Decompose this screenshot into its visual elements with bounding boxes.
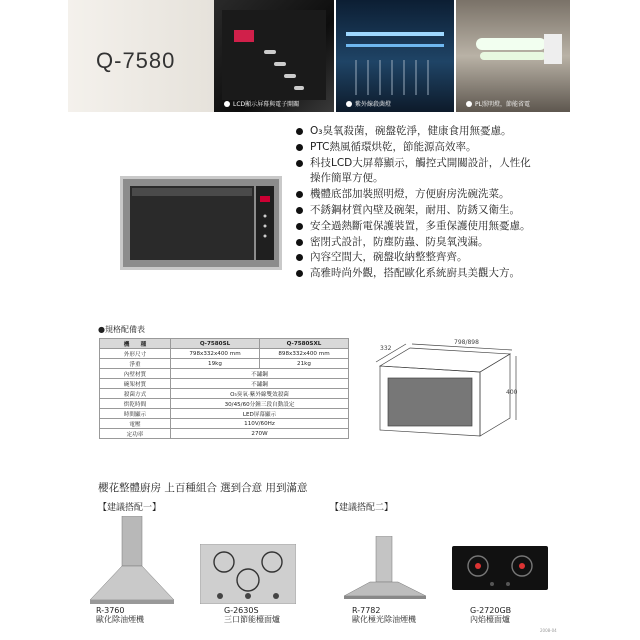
table-row: 殺菌方式 O₃臭氧‧紫外線雙效殺菌 bbox=[100, 389, 349, 399]
feature-item: O₃臭氧殺菌，碗盤乾淨，健康食用無憂慮。 bbox=[296, 124, 596, 140]
product-item: R-7782 歐化極光除油煙機 bbox=[352, 606, 416, 624]
spec-table bbox=[99, 338, 349, 439]
bullet-icon bbox=[224, 101, 230, 107]
product-item: G-2720GB 內焰檯面爐 bbox=[470, 606, 512, 624]
table-row: 碗架材質 不鏽鋼 bbox=[100, 379, 349, 389]
table-row: 淨重 19kg 21kg bbox=[100, 359, 349, 369]
photo-pl-lamp bbox=[456, 0, 570, 112]
bullet-icon bbox=[296, 223, 303, 230]
bullet-icon bbox=[296, 128, 303, 135]
table-row: 機 種 Q-7580SL Q-7580SXL bbox=[100, 339, 349, 349]
feature-item: 安全過熱斷電保護裝置，多重保護使用無憂慮。 bbox=[296, 219, 596, 235]
photo-caption: PL照明燈，節能省電 bbox=[475, 101, 530, 108]
bullet-icon bbox=[296, 270, 303, 277]
bullet-icon bbox=[296, 191, 303, 198]
table-row: 定功率 270W bbox=[100, 429, 349, 439]
bullet-icon bbox=[466, 101, 472, 107]
table-row: 時間顯示 LED屏幕顯示 bbox=[100, 409, 349, 419]
photo-lcd-panel bbox=[214, 0, 334, 112]
product-image bbox=[120, 176, 282, 270]
gas-hob-image bbox=[200, 544, 296, 604]
feature-item: 科技LCD大屏幕顯示，觸控式開關設計，人性化 操作簡單方便。 bbox=[296, 156, 596, 188]
bullet-icon bbox=[296, 207, 303, 214]
spec-title: ●規格配備表 bbox=[98, 325, 145, 334]
dimension-diagram bbox=[370, 336, 520, 454]
table-row: 內壁材質 不鏽鋼 bbox=[100, 369, 349, 379]
photo-caption: 紫外線殺菌燈 bbox=[355, 101, 392, 108]
product-item: R-3760 歐化除油煙機 bbox=[96, 606, 144, 624]
uv-lamp-illustration bbox=[336, 0, 454, 112]
model-title: Q-7580 bbox=[96, 48, 176, 73]
range-hood-image bbox=[84, 516, 180, 608]
table-row: 外形尺寸 798x332x400 mm 898x332x400 mm bbox=[100, 349, 349, 359]
photo-uv-lamp bbox=[336, 0, 454, 112]
photo-caption: LCD顯示屏幕與電子開關 bbox=[233, 101, 300, 108]
feature-item: 不銹鋼材質內壁及碗架，耐用、防銹又衛生。 bbox=[296, 203, 596, 219]
lcd-panel-illustration bbox=[214, 0, 334, 112]
feature-item: 密閉式設計，防塵防蟲、防臭氧洩漏。 bbox=[296, 235, 596, 251]
feature-item: 高雅時尚外觀，搭配歐化系統廚具美觀大方。 bbox=[296, 266, 596, 282]
t-hood-image bbox=[340, 536, 430, 606]
table-row: 電壓 110V/60Hz bbox=[100, 419, 349, 429]
suggest-heading-2: 【建議搭配二】 bbox=[330, 503, 394, 513]
bullet-icon bbox=[296, 160, 303, 167]
depth-label: 332 bbox=[380, 345, 392, 352]
pl-lamp-illustration bbox=[456, 0, 570, 112]
bullet-icon bbox=[346, 101, 352, 107]
footer-code: 2008-04 bbox=[540, 628, 557, 633]
product-item: G-2630S 三口節能檯面爐 bbox=[224, 606, 280, 624]
height-label: 400 bbox=[506, 389, 518, 396]
feature-item: 機體底部加裝照明燈，方便廚房洗碗洗菜。 bbox=[296, 187, 596, 203]
glass-hob-image bbox=[452, 546, 548, 590]
bullet-icon bbox=[296, 254, 303, 261]
feature-item: PTC熱風循環烘乾，節能源高效率。 bbox=[296, 140, 596, 156]
table-row: 烘乾時間 30/45/60分鐘三段自動設定 bbox=[100, 399, 349, 409]
feature-list bbox=[296, 124, 596, 282]
width-label: 798/898 bbox=[454, 339, 479, 346]
suggest-heading-1: 【建議搭配一】 bbox=[98, 503, 162, 513]
bullet-icon bbox=[296, 239, 303, 246]
slogan: 櫻花整體廚房 上百種組合 選到合意 用到滿意 bbox=[98, 482, 308, 494]
bullet-icon bbox=[296, 144, 303, 151]
feature-item: 內容空間大，碗盤收納整整齊齊。 bbox=[296, 250, 596, 266]
